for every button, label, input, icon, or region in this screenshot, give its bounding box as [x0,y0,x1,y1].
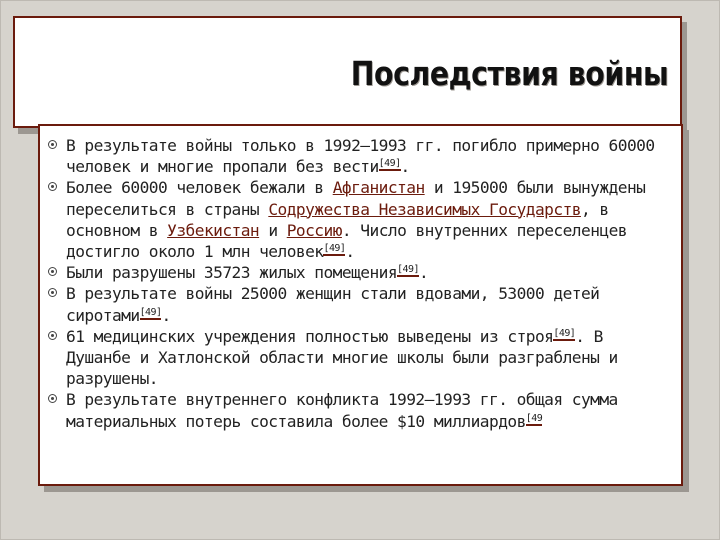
link-afghanistan[interactable]: Афганистан [332,178,425,198]
bullet-icon [48,267,57,276]
bullet-text: и [259,220,287,240]
bullet-text: Были разрушены 35723 жилых помещения [66,263,398,283]
reference-link[interactable]: [49] [139,306,162,318]
bullet-text: 61 медицинских учреждения полностью выведены из строя [66,326,554,346]
bullet-icon [48,288,57,297]
bullet-icon [48,394,57,403]
bullet-text: . [400,157,410,177]
bullet-text: и 195000 были вынуждены переселиться в страны [66,178,646,219]
bullet-text: В результате войны 25000 женщин стали вдовами, 53000 детей сиротами [66,284,600,325]
bullet-text: Более 60000 человек бежали в [66,178,333,198]
bullet-text: В результате войны только в 1992—1993 гг. погибло примерно 60000 человек и многие пропали без вести [66,136,655,177]
bullet-item [48,262,668,283]
link-cis[interactable]: Содружества Независимых Государств [268,199,581,219]
link-russia[interactable]: Россию [286,220,342,240]
bullet-icon [48,182,57,191]
bullet-text: . Число внутренних переселенцев достигло около 1 млн человек [66,220,627,262]
reference-link[interactable]: [49] [397,264,419,276]
bullet-item [48,135,668,177]
bullet-text: , в основном в [66,199,609,240]
slide-title: Последствия войны [350,54,668,93]
reference-link[interactable]: [49] [553,327,576,339]
bullet-icon [48,331,57,340]
bullet-icon [48,140,57,149]
bullet-text: . В Душанбе и Хатлонской области многие школы были разграблены и разрушены. [66,326,618,389]
bullet-item [48,177,668,262]
reference-link[interactable]: [49] [378,158,401,170]
bullet-text: . [418,263,429,283]
bullet-item [48,389,668,431]
bullet-text: . [345,242,355,262]
bullet-text: В результате внутреннего конфликта 1992—1993 гг. общая сумма материальных потерь составила более $10 миллиардов [66,390,618,431]
reference-link[interactable]: [49] [323,243,346,255]
reference-link[interactable]: [49 [525,412,543,424]
bullet-text: . [161,305,171,325]
link-uzbekistan[interactable]: Узбекистан [167,220,260,240]
bullet-item [48,283,668,325]
bullet-list [48,135,668,432]
bullet-item [48,326,668,390]
